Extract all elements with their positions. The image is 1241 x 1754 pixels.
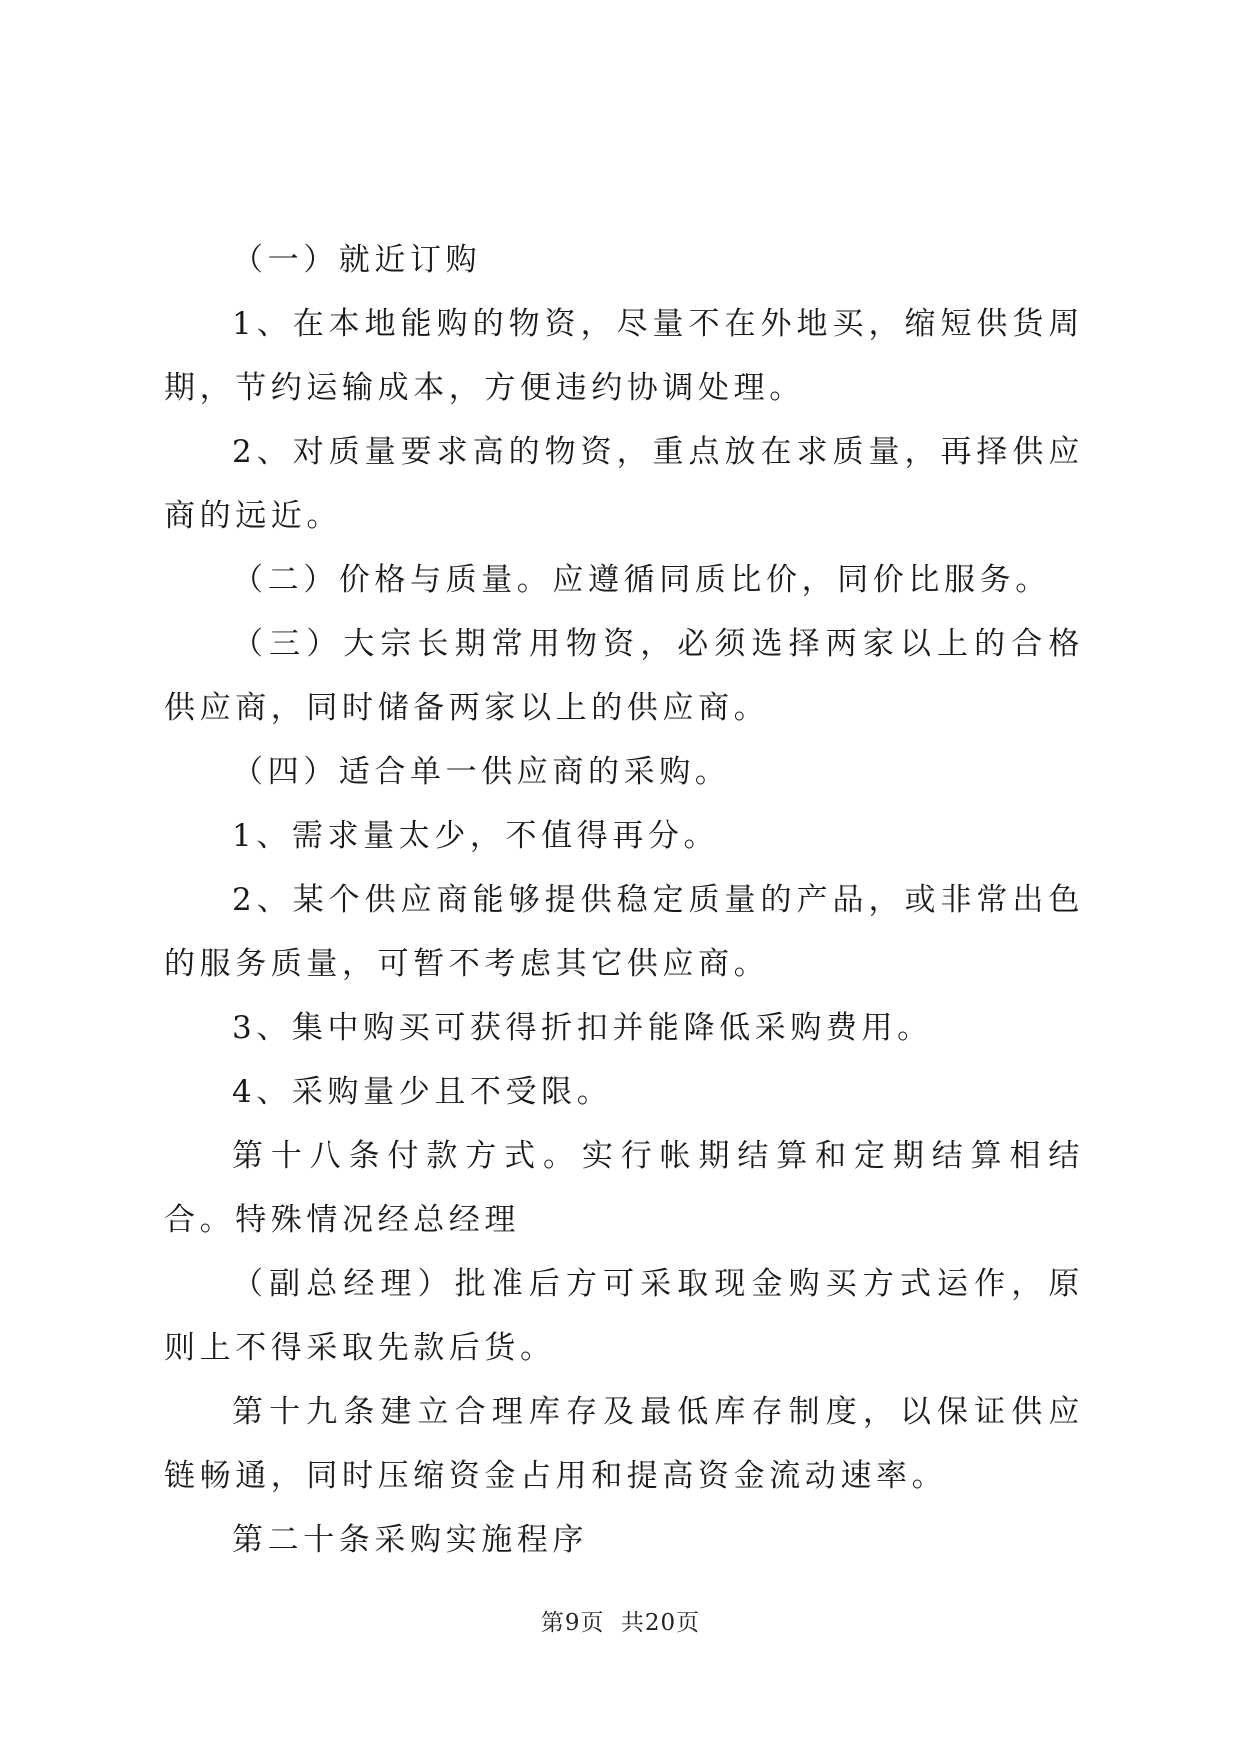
- paragraph: （二）价格与质量。应遵循同质比价，同价比服务。: [232, 562, 1051, 598]
- paragraph: 3、集中购买可获得折扣并能降低采购费用。: [232, 1010, 933, 1046]
- paragraph: 2、某个供应商能够提供稳定质量的产品，或非常出色的服务质量，可暂不考虑其它供应商。: [164, 882, 1084, 982]
- document-body: [164, 228, 1084, 1572]
- paragraph: 1、需求量太少，不值得再分。: [232, 818, 720, 854]
- paragraph: （副总经理）批准后方可采取现金购买方式运作，原则上不得采取先款后货。: [164, 1266, 1084, 1366]
- paragraph: （一）就近订购: [232, 242, 482, 278]
- paragraph: 2、对质量要求高的物资，重点放在求质量，再择供应商的远近。: [164, 434, 1084, 534]
- paragraph: 第十八条付款方式。实行帐期结算和定期结算相结合。特殊情况经总经理: [164, 1138, 1084, 1238]
- page-number: 第9页: [540, 1610, 605, 1636]
- paragraph: （四）适合单一供应商的采购。: [232, 754, 731, 790]
- paragraph: 第十九条建立合理库存及最低库存制度，以保证供应链畅通，同时压缩资金占用和提高资金流动速率。: [164, 1394, 1084, 1494]
- paragraph: 4、采购量少且不受限。: [232, 1074, 613, 1110]
- paragraph: 第二十条采购实施程序: [232, 1522, 588, 1558]
- page-footer: [0, 1604, 1241, 1637]
- page-total: 共20页: [620, 1610, 701, 1636]
- paragraph: 1、在本地能购的物资，尽量不在外地买，缩短供货周期，节约运输成本，方便违约协调处理。: [164, 306, 1084, 406]
- paragraph: （三）大宗长期常用物资，必须选择两家以上的合格供应商，同时储备两家以上的供应商。: [164, 626, 1084, 726]
